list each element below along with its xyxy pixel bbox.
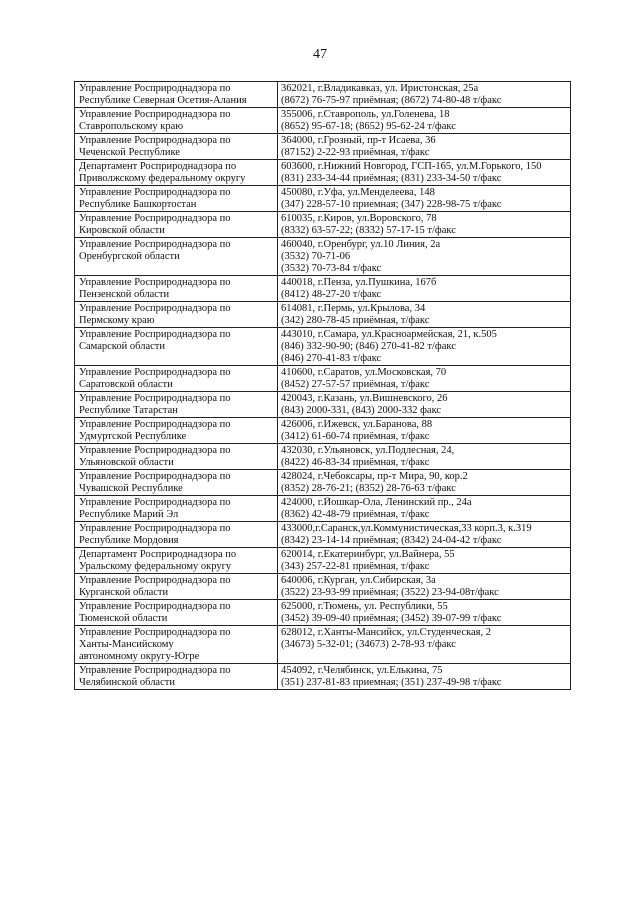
- contact-cell: [278, 82, 571, 108]
- contact-cell: [278, 574, 571, 600]
- agency-cell: [75, 302, 278, 328]
- agency-line: Управление Росприроднадзора по: [79, 239, 231, 250]
- contact-line: (342) 280-78-45 приёмная, т/факс: [281, 315, 430, 326]
- agency-line: Челябинской области: [79, 677, 175, 688]
- agency-cell: [75, 418, 278, 444]
- table-row: [75, 276, 571, 302]
- contact-line: (8362) 42-48-79 приёмная, т/факс: [281, 509, 430, 520]
- contact-cell: [278, 366, 571, 392]
- agency-line: Управление Росприроднадзора по: [79, 627, 231, 638]
- agency-cell: [75, 212, 278, 238]
- agency-cell: [75, 276, 278, 302]
- agency-line: Управление Росприроднадзора по: [79, 329, 231, 340]
- contact-line: (8332) 63-57-22; (8332) 57-17-15 т/факс: [281, 225, 456, 236]
- agency-line: Управление Росприроднадзора по: [79, 601, 231, 612]
- agency-line: Управление Росприроднадзора по: [79, 277, 231, 288]
- agency-line: Управление Росприроднадзора по: [79, 83, 231, 94]
- table-row: [75, 626, 571, 664]
- contact-line: (843) 2000-331, (843) 2000-332 факс: [281, 405, 442, 416]
- contact-cell: [278, 328, 571, 366]
- agency-cell: [75, 444, 278, 470]
- contact-line: 614081, г.Пермь, ул.Крылова, 34: [281, 303, 426, 314]
- agency-cell: [75, 522, 278, 548]
- agency-cell: [75, 186, 278, 212]
- agency-cell: [75, 574, 278, 600]
- agency-line: Управление Росприроднадзора по: [79, 419, 231, 430]
- contact-line: 620014, г.Екатеринбург, ул.Вайнера, 55: [281, 549, 455, 560]
- table-row: [75, 548, 571, 574]
- contact-cell: [278, 302, 571, 328]
- page-number: 47: [313, 47, 327, 62]
- agency-line: Уральскому федеральному округу: [79, 561, 232, 572]
- contact-line: (846) 270-41-83 т/факс: [281, 353, 382, 364]
- agency-line: Республике Башкортостан: [79, 199, 197, 210]
- agency-cell: [75, 600, 278, 626]
- contact-cell: [278, 626, 571, 664]
- agency-line: Республике Северная Осетия-Алания: [79, 95, 247, 106]
- agency-line: Ульяновской области: [79, 457, 174, 468]
- agency-line: Ставропольскому краю: [79, 121, 184, 132]
- contact-line: (8652) 95-67-18; (8652) 95-62-24 т/факс: [281, 121, 456, 132]
- contact-line: (846) 332-90-90; (846) 270-41-82 т/факс: [281, 341, 456, 352]
- agency-line: Республике Татарстан: [79, 405, 178, 416]
- contact-cell: [278, 444, 571, 470]
- contact-line: 625000, г.Тюмень, ул. Республики, 55: [281, 601, 448, 612]
- contact-line: 364000, г.Грозный, пр-т Исаева, 36: [281, 135, 436, 146]
- contact-line: 432030, г.Ульяновск, ул.Подлесная, 24,: [281, 445, 455, 456]
- agency-line: Чеченской Республике: [79, 147, 180, 158]
- agency-cell: [75, 548, 278, 574]
- contacts-table-body: [75, 82, 571, 690]
- contact-line: (3532) 70-71-06: [281, 251, 351, 262]
- contact-cell: [278, 134, 571, 160]
- agency-cell: [75, 626, 278, 664]
- agency-line: Управление Росприроднадзора по: [79, 497, 231, 508]
- contact-line: (831) 233-34-44 приёмная; (831) 233-34-50 т/факс: [281, 173, 502, 184]
- contact-cell: [278, 664, 571, 690]
- table-row: [75, 392, 571, 418]
- agency-line: Ханты-Мансийскому: [79, 639, 174, 650]
- agency-line: Тюменской области: [79, 613, 168, 624]
- agency-line: Управление Росприроднадзора по: [79, 471, 231, 482]
- agency-line: Управление Росприроднадзора по: [79, 109, 231, 120]
- contact-line: 640006, г.Курган, ул.Сибирская, 3а: [281, 575, 436, 586]
- contact-line: 450080, г.Уфа, ул.Менделеева, 148: [281, 187, 435, 198]
- contact-cell: [278, 276, 571, 302]
- agency-cell: [75, 134, 278, 160]
- contact-line: (351) 237-81-83 приемная; (351) 237-49-98 т/факс: [281, 677, 502, 688]
- contact-cell: [278, 548, 571, 574]
- agency-line: Самарской области: [79, 341, 165, 352]
- contact-line: 603600, г.Нижний Новгород, ГСП-165, ул.М.Горького, 150: [281, 161, 542, 172]
- contacts-table: [74, 81, 571, 690]
- contact-cell: [278, 212, 571, 238]
- agency-line: Пензенской области: [79, 289, 170, 300]
- agency-line: Департамент Росприроднадзора по: [79, 549, 237, 560]
- agency-cell: [75, 366, 278, 392]
- table-row: [75, 496, 571, 522]
- agency-line: Курганской области: [79, 587, 169, 598]
- agency-cell: [75, 82, 278, 108]
- agency-cell: [75, 496, 278, 522]
- contact-line: (8342) 23-14-14 приёмная; (8342) 24-04-42 т/факс: [281, 535, 502, 546]
- table-row: [75, 600, 571, 626]
- contact-line: 362021, г.Владикавказ, ул. Иристонская, 25а: [281, 83, 479, 94]
- contact-line: 628012, г.Ханты-Мансийск, ул.Студенческая, 2: [281, 627, 491, 638]
- agency-line: Управление Росприроднадзора по: [79, 135, 231, 146]
- agency-line: Управление Росприроднадзора по: [79, 665, 231, 676]
- agency-line: Управление Росприроднадзора по: [79, 187, 231, 198]
- contact-line: (3532) 70-73-84 т/факс: [281, 263, 382, 274]
- agency-cell: [75, 664, 278, 690]
- contact-line: (3452) 39-09-40 приёмная; (3452) 39-07-99 т/факс: [281, 613, 502, 624]
- contact-line: 460040, г.Оренбург, ул.10 Линия, 2а: [281, 239, 441, 250]
- agency-line: Приволжскому федеральному округу: [79, 173, 246, 184]
- table-row: [75, 108, 571, 134]
- contact-cell: [278, 108, 571, 134]
- table-row: [75, 444, 571, 470]
- agency-line: Пермскому краю: [79, 315, 155, 326]
- contact-cell: [278, 522, 571, 548]
- agency-cell: [75, 328, 278, 366]
- table-row: [75, 134, 571, 160]
- table-row: [75, 82, 571, 108]
- agency-line: Департамент Росприроднадзора по: [79, 161, 237, 172]
- contact-line: 440018, г.Пенза, ул.Пушкина, 167б: [281, 277, 437, 288]
- agency-line: автономному округу-Югре: [79, 651, 200, 662]
- table-row: [75, 212, 571, 238]
- table-row: [75, 470, 571, 496]
- contact-cell: [278, 160, 571, 186]
- agency-line: Управление Росприроднадзора по: [79, 445, 231, 456]
- contact-line: 420043, г.Казань, ул.Вишневского, 26: [281, 393, 448, 404]
- agency-line: Управление Росприроднадзора по: [79, 523, 231, 534]
- agency-cell: [75, 392, 278, 418]
- agency-line: Удмуртской Республике: [79, 431, 187, 442]
- contact-cell: [278, 470, 571, 496]
- agency-cell: [75, 160, 278, 186]
- contact-line: (8452) 27-57-57 приёмная, т/факс: [281, 379, 430, 390]
- agency-line: Управление Росприроднадзора по: [79, 303, 231, 314]
- contact-line: 428024, г.Чебоксары, пр-т Мира, 90, кор.2: [281, 471, 468, 482]
- agency-line: Чувашской Республике: [79, 483, 183, 494]
- contact-line: (34673) 5-32-01; (34673) 2-78-93 т/факс: [281, 639, 456, 650]
- agency-cell: [75, 470, 278, 496]
- table-row: [75, 366, 571, 392]
- contact-line: 443010, г.Самара, ул.Красноармейская, 21, к.505: [281, 329, 497, 340]
- agency-cell: [75, 238, 278, 276]
- agency-line: Управление Росприроднадзора по: [79, 367, 231, 378]
- contact-cell: [278, 600, 571, 626]
- contact-cell: [278, 418, 571, 444]
- agency-line: Республике Марий Эл: [79, 509, 179, 520]
- contact-cell: [278, 186, 571, 212]
- agency-line: Саратовской области: [79, 379, 173, 390]
- table-row: [75, 522, 571, 548]
- contact-line: (8412) 48-27-20 т/факс: [281, 289, 382, 300]
- contact-line: 355006, г.Ставрополь, ул.Голенева, 18: [281, 109, 450, 120]
- table-row: [75, 302, 571, 328]
- agency-line: Кировской области: [79, 225, 165, 236]
- contact-line: (8672) 76-75-97 приёмная; (8672) 74-80-48 т/факс: [281, 95, 502, 106]
- contact-cell: [278, 392, 571, 418]
- contact-line: 424000, г.Йошкар-Ола, Ленинский пр., 24а: [281, 497, 472, 508]
- agency-line: Управление Росприроднадзора по: [79, 213, 231, 224]
- contact-line: 433000,г.Саранск,ул.Коммунистическая,33 корп.3, к.319: [281, 523, 532, 534]
- agency-line: Управление Росприроднадзора по: [79, 575, 231, 586]
- contact-line: (343) 257-22-81 приёмная, т/факс: [281, 561, 430, 572]
- contact-line: (3412) 61-60-74 приёмная, т/факс: [281, 431, 430, 442]
- agency-line: Управление Росприроднадзора по: [79, 393, 231, 404]
- contact-line: (8352) 28-76-21; (8352) 28-76-63 т/факс: [281, 483, 456, 494]
- table-row: [75, 238, 571, 276]
- contact-line: 610035, г.Киров, ул.Воровского, 78: [281, 213, 437, 224]
- contact-line: (347) 228-57-10 приемная; (347) 228-98-75 т/факс: [281, 199, 502, 210]
- table-row: [75, 418, 571, 444]
- table-row: [75, 186, 571, 212]
- contact-line: (3522) 23-93-99 приёмная; (3522) 23-94-08т/факс: [281, 587, 499, 598]
- contact-line: (87152) 2-22-93 приёмная, т/факс: [281, 147, 430, 158]
- contact-cell: [278, 238, 571, 276]
- contact-line: 410600, г.Саратов, ул.Московская, 70: [281, 367, 447, 378]
- agency-cell: [75, 108, 278, 134]
- contact-line: 454092, г.Челябинск, ул.Елькина, 75: [281, 665, 443, 676]
- table-row: [75, 328, 571, 366]
- table-row: [75, 160, 571, 186]
- agency-line: Республике Мордовия: [79, 535, 179, 546]
- table-row: [75, 574, 571, 600]
- contact-cell: [278, 496, 571, 522]
- contact-line: 426006, г.Ижевск, ул.Баранова, 88: [281, 419, 433, 430]
- table-row: [75, 664, 571, 690]
- agency-line: Оренбургской области: [79, 251, 180, 262]
- contact-line: (8422) 46-83-34 приёмная, т/факс: [281, 457, 430, 468]
